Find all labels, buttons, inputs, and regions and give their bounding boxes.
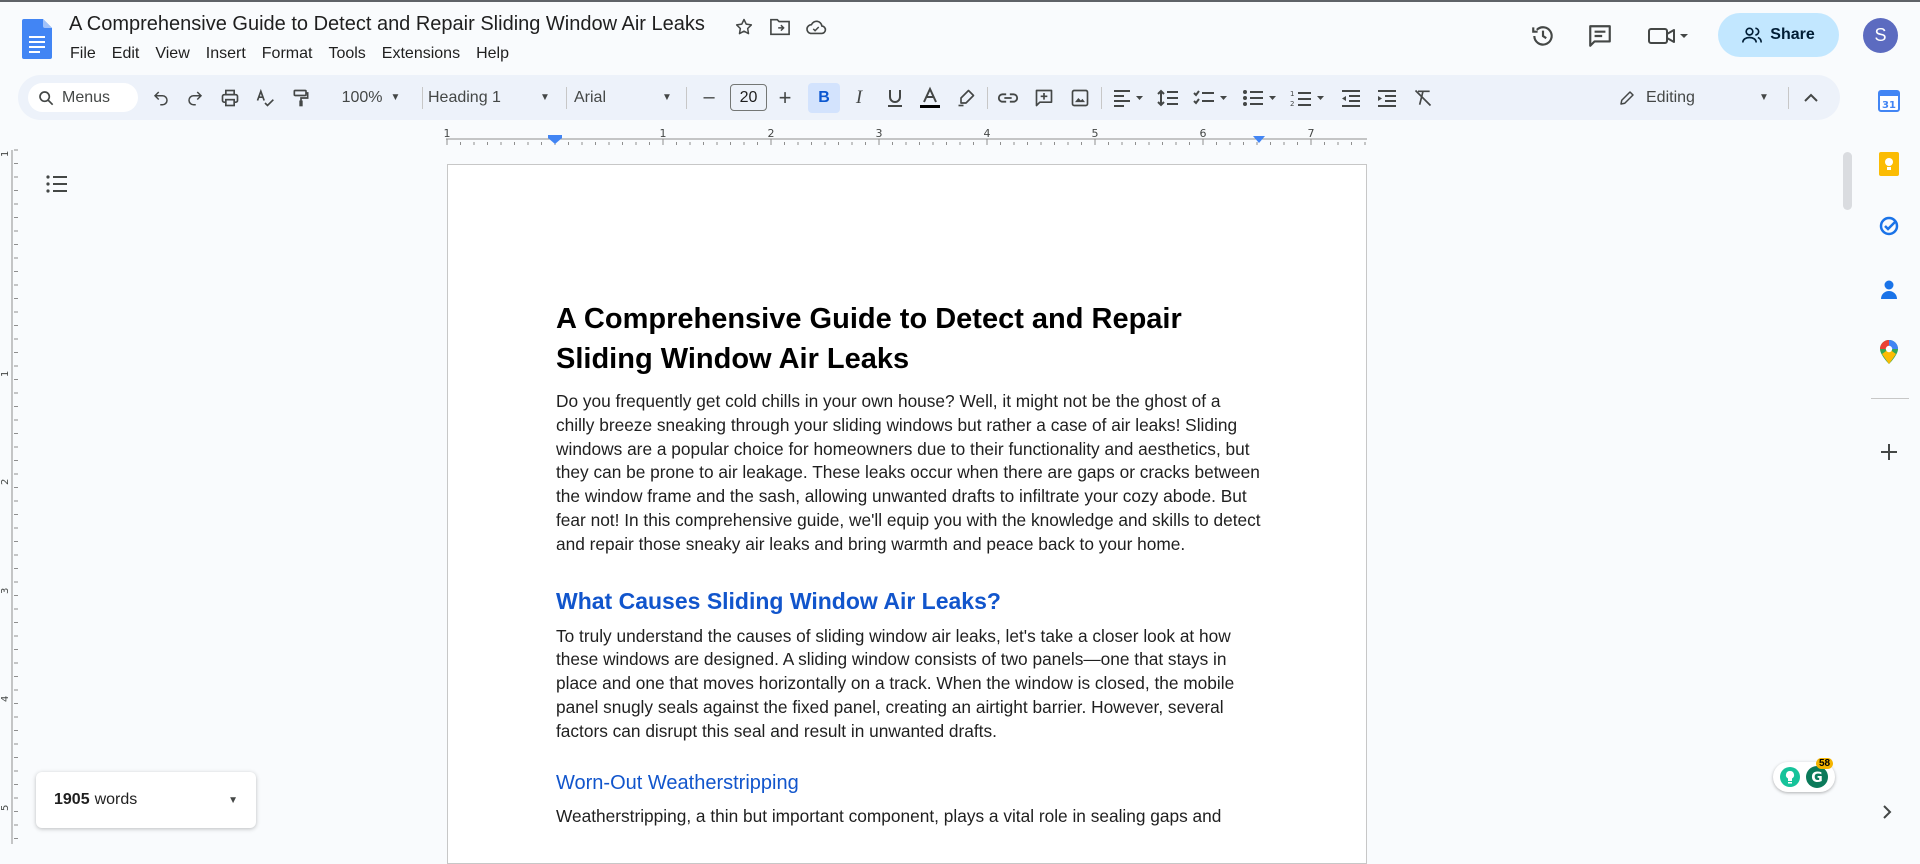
decrease-font-size-icon[interactable]: – xyxy=(703,86,715,108)
decrease-indent-icon[interactable] xyxy=(1336,75,1366,120)
zoom-select[interactable] xyxy=(326,75,416,120)
menu-edit[interactable]: Edit xyxy=(111,45,140,62)
side-panel-divider xyxy=(1871,398,1909,399)
causes-paragraph[interactable]: To truly understand the causes of sliding window air leaks, let's take a closer look at how these windows are designed. A sliding window consists of two panels—one that stays in place and one that moves horizontally on a track. When the window is closed, the mobile panel snugly seals against the fixed panel, creating an airtight barrier. However, several factors can disrupt this seal and result in unwanted drafts. xyxy=(556,625,1235,741)
word-count-label: words xyxy=(94,791,138,808)
people-icon xyxy=(1742,26,1762,44)
star-icon[interactable] xyxy=(731,14,757,40)
word-count-widget[interactable] xyxy=(36,772,256,828)
cloud-saved-icon[interactable] xyxy=(803,14,829,40)
insert-image-icon[interactable] xyxy=(1065,75,1095,120)
spellcheck-icon[interactable] xyxy=(250,75,280,120)
vruler-label: 1 xyxy=(0,370,11,377)
meet-icon[interactable] xyxy=(1647,14,1689,58)
word-count-value: 1905 xyxy=(54,791,90,808)
divider xyxy=(1101,87,1102,109)
vruler-label: 1 xyxy=(0,150,11,157)
divider xyxy=(566,87,567,109)
scrollbar-thumb[interactable] xyxy=(1843,152,1852,210)
document-title[interactable]: A Comprehensive Guide to Detect and Repair Sliding Window Air Leaks xyxy=(69,13,705,35)
side-panel xyxy=(1861,82,1920,844)
account-avatar[interactable]: S xyxy=(1863,18,1898,53)
add-icon[interactable] xyxy=(1875,438,1903,466)
paint-format-icon[interactable] xyxy=(286,75,316,120)
left-indent-marker[interactable] xyxy=(548,135,562,144)
ruler-label: 5 xyxy=(1091,127,1099,140)
menu-view[interactable]: View xyxy=(155,45,190,62)
text-color-icon[interactable] xyxy=(915,75,945,120)
vertical-ruler xyxy=(0,150,18,844)
heading-1[interactable]: A Comprehensive Guide to Detect and Repair Sliding Window Air Leaks xyxy=(556,303,1182,375)
heading-3[interactable]: Worn-Out Weatherstripping xyxy=(556,771,799,794)
divider xyxy=(686,87,687,109)
document-outline-icon[interactable] xyxy=(46,174,68,194)
style-value: Heading 1 xyxy=(428,88,501,106)
window-top-border xyxy=(0,0,1920,2)
bold-button[interactable]: B xyxy=(808,83,840,113)
insert-link-icon[interactable] xyxy=(993,75,1023,120)
style-select[interactable] xyxy=(428,75,558,120)
bulb-icon xyxy=(1779,766,1801,788)
calendar-icon[interactable] xyxy=(1875,87,1903,115)
horizontal-ruler[interactable] xyxy=(443,127,1367,147)
version-history-icon[interactable] xyxy=(1530,14,1556,58)
chevron-right-icon[interactable] xyxy=(1880,804,1894,820)
tasks-icon[interactable] xyxy=(1875,212,1903,240)
highlight-icon[interactable] xyxy=(951,75,981,120)
zoom-value: 100% xyxy=(341,88,383,106)
vruler-label: 2 xyxy=(0,478,11,485)
intro-paragraph[interactable]: Do you frequently get cold chills in your own house? Well, it might not be the ghost of a chilly breeze sneaking through your sliding windows but rather a case of air leaks! Sliding windows are a popular choice for homeowners due to their functionality and aesthetics, but they can be prone to air leakage. These leaks occur when there are gaps or cracks between the window frame and the sash, allowing unwanted drafts to infiltrate your cozy abode. But fear not! In this comprehensive guide, we'll equip you with the knowledge and skills to detect and repair those sneaky air leaks and bring warmth and peace back to your home. xyxy=(556,391,1261,554)
redo-icon[interactable] xyxy=(180,75,210,120)
ruler-label: 3 xyxy=(875,127,883,140)
ruler-label: 2 xyxy=(767,127,775,140)
align-left-icon[interactable] xyxy=(1107,75,1149,120)
menu-tools[interactable]: Tools xyxy=(328,45,366,62)
checklist-icon[interactable] xyxy=(1188,75,1234,120)
divider xyxy=(987,87,988,109)
chevron-down-icon: ▼ xyxy=(540,92,550,103)
svg-text:1: 1 xyxy=(1290,89,1295,98)
document-page[interactable] xyxy=(447,164,1367,864)
print-icon[interactable] xyxy=(215,75,245,120)
numbered-list-icon[interactable] xyxy=(1285,75,1331,120)
line-spacing-icon[interactable] xyxy=(1153,75,1183,120)
pencil-icon xyxy=(1618,89,1636,107)
toolbar xyxy=(18,75,1840,120)
font-select[interactable] xyxy=(574,75,684,120)
document-body[interactable] xyxy=(556,299,1261,828)
weatherstripping-paragraph[interactable]: Weatherstripping, a thin but important component, plays a vital role in sealing gaps and xyxy=(556,805,1222,826)
font-value: Arial xyxy=(574,88,607,106)
vruler-label: 5 xyxy=(0,804,11,811)
menus-search[interactable] xyxy=(28,83,138,112)
heading-2[interactable]: What Causes Sliding Window Air Leaks? xyxy=(556,587,1001,614)
clear-formatting-icon[interactable] xyxy=(1408,75,1438,120)
menu-bar xyxy=(62,43,517,65)
ruler-label: 1 xyxy=(443,127,451,140)
editing-mode-select[interactable] xyxy=(1618,75,1788,120)
chevron-down-icon: ▼ xyxy=(662,92,672,103)
chevron-down-icon: ▼ xyxy=(390,92,401,103)
menu-format[interactable]: Format xyxy=(261,45,313,62)
keep-icon[interactable] xyxy=(1875,150,1903,178)
menu-extensions[interactable]: Extensions xyxy=(381,45,461,62)
maps-icon[interactable] xyxy=(1875,338,1903,366)
chevron-down-icon: ▼ xyxy=(1759,92,1769,103)
share-label: Share xyxy=(1770,26,1815,43)
divider xyxy=(422,87,423,109)
menu-insert[interactable]: Insert xyxy=(205,45,246,62)
grammarly-badge: 58 xyxy=(1816,758,1833,769)
svg-text:2: 2 xyxy=(1290,99,1295,108)
add-comment-icon[interactable] xyxy=(1029,75,1059,120)
editing-mode-label: Editing xyxy=(1646,88,1695,106)
chevron-down-icon[interactable]: ▼ xyxy=(228,794,238,806)
bulleted-list-icon[interactable] xyxy=(1237,75,1283,120)
increase-indent-icon[interactable] xyxy=(1372,75,1402,120)
vruler-label: 3 xyxy=(0,587,11,594)
font-size-input[interactable]: 20 xyxy=(730,84,767,111)
menus-label: Menus xyxy=(62,88,111,106)
share-button[interactable] xyxy=(1718,13,1839,57)
move-folder-icon[interactable] xyxy=(767,14,793,40)
svg-text:31: 31 xyxy=(1882,100,1896,111)
vruler-label: 4 xyxy=(0,695,11,702)
ruler-label: 4 xyxy=(983,127,991,140)
comments-icon[interactable] xyxy=(1587,14,1613,58)
docs-logo-icon[interactable] xyxy=(22,19,52,59)
menu-file[interactable]: File xyxy=(70,45,96,62)
ruler-label: 7 xyxy=(1307,127,1315,140)
hide-menus-icon[interactable] xyxy=(1796,75,1826,120)
undo-icon[interactable] xyxy=(146,75,176,120)
underline-icon[interactable] xyxy=(880,75,910,120)
ruler-label: 6 xyxy=(1199,127,1207,140)
search-icon xyxy=(38,90,54,106)
increase-font-size-icon[interactable]: + xyxy=(778,84,792,110)
menu-help[interactable]: Help xyxy=(476,45,509,62)
svg-text:G: G xyxy=(1811,770,1823,786)
italic-icon[interactable]: I xyxy=(855,86,863,108)
divider xyxy=(1788,87,1789,109)
ruler-label: 1 xyxy=(659,127,667,140)
contacts-icon[interactable] xyxy=(1875,275,1903,303)
